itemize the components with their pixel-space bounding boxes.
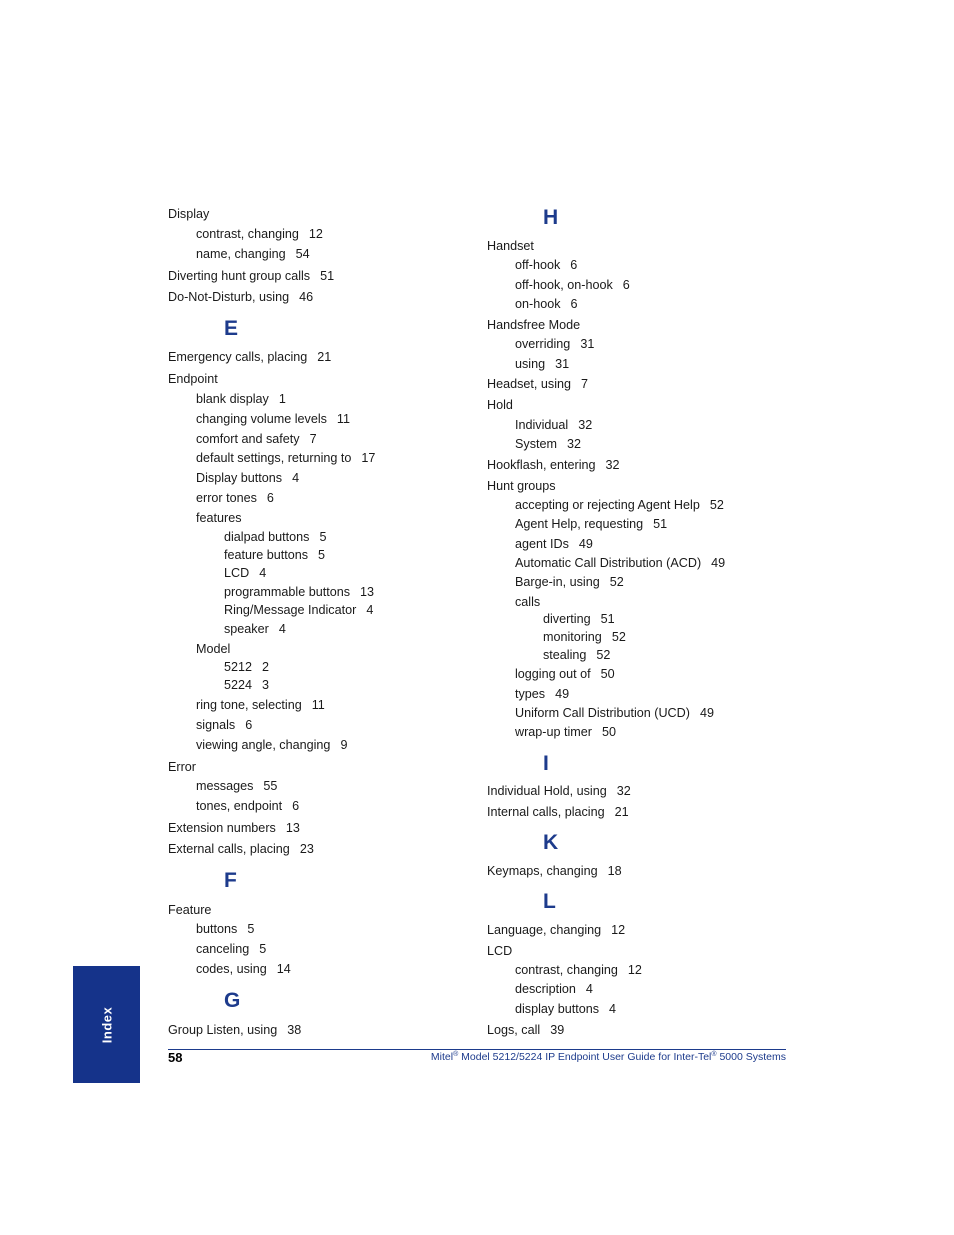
- index-subentry: System 32: [515, 437, 582, 451]
- footer-title: Mitel® Model 5212/5224 IP Endpoint User Guide for Inter-Tel® 5000 Systems: [430, 1051, 786, 1063]
- section-letter-l: L: [543, 890, 556, 913]
- index-entry: Handset: [487, 239, 534, 253]
- index-subentry: wrap-up timer 50: [515, 725, 616, 739]
- index-subsubentry: diverting 51: [543, 612, 615, 626]
- index-subentry: off-hook 6: [515, 258, 578, 272]
- index-subentry: on-hook 6: [515, 297, 578, 311]
- page-number: 58: [168, 1050, 183, 1065]
- index-subentry: Uniform Call Distribution (UCD) 49: [515, 706, 714, 720]
- index-entry: External calls, placing 23: [168, 842, 314, 856]
- index-subentry: calls: [515, 595, 541, 609]
- section-letter-h: H: [543, 206, 559, 229]
- index-subsubentry: 5212 2: [224, 660, 270, 674]
- index-entry: Endpoint: [168, 372, 218, 386]
- index-entry: Keymaps, changing 18: [487, 864, 622, 878]
- index-subentry: accepting or rejecting Agent Help 52: [515, 498, 724, 512]
- index-subentry: default settings, returning to 17: [196, 451, 376, 465]
- index-entry: Headset, using 7: [487, 377, 589, 391]
- index-subentry: overriding 31: [515, 337, 595, 351]
- index-subentry: comfort and safety 7: [196, 432, 317, 446]
- index-subsubentry: LCD 4: [224, 566, 267, 580]
- index-subentry: display buttons 4: [515, 1002, 617, 1016]
- index-entry: Display: [168, 207, 210, 221]
- index-subentry: features: [196, 511, 242, 525]
- index-subsubentry: 5224 3: [224, 678, 270, 692]
- index-subentry: canceling 5: [196, 942, 267, 956]
- index-entry: Do-Not-Disturb, using 46: [168, 290, 314, 304]
- index-subentry: Barge-in, using 52: [515, 575, 624, 589]
- index-subentry: blank display 1: [196, 392, 286, 406]
- index-subentry: name, changing 54: [196, 247, 310, 261]
- index-subentry: tones, endpoint 6: [196, 799, 300, 813]
- index-subsubentry: speaker 4: [224, 622, 286, 636]
- index-entry: Extension numbers 13: [168, 821, 300, 835]
- index-subentry: using 31: [515, 357, 570, 371]
- index-subsubentry: Ring/Message Indicator 4: [224, 603, 374, 617]
- index-subentry: contrast, changing 12: [515, 963, 642, 977]
- index-subentry: types 49: [515, 687, 570, 701]
- index-subentry: codes, using 14: [196, 962, 291, 976]
- index-subentry: error tones 6: [196, 491, 274, 505]
- index-entry: Error: [168, 760, 196, 774]
- index-entry: Hold: [487, 398, 513, 412]
- index-subentry: off-hook, on-hook 6: [515, 278, 630, 292]
- index-tab-label: Index: [99, 1006, 114, 1043]
- index-entry: Hunt groups: [487, 479, 556, 493]
- index-subentry: description 4: [515, 982, 593, 996]
- index-subentry: messages 55: [196, 779, 278, 793]
- index-subsubentry: programmable buttons 13: [224, 585, 375, 599]
- section-letter-e: E: [224, 317, 239, 340]
- index-entry: Individual Hold, using 32: [487, 784, 631, 798]
- index-entry: LCD: [487, 944, 513, 958]
- section-letter-g: G: [224, 989, 241, 1012]
- index-subsubentry: feature buttons 5: [224, 548, 326, 562]
- section-letter-f: F: [224, 869, 237, 892]
- index-subentry: Model: [196, 642, 231, 656]
- section-letter-k: K: [543, 831, 559, 854]
- index-entry: Hookflash, entering 32: [487, 458, 620, 472]
- index-subentry: signals 6: [196, 718, 253, 732]
- index-subsubentry: dialpad buttons 5: [224, 530, 327, 544]
- index-side-tab: [73, 966, 140, 1083]
- index-subentry: agent IDs 49: [515, 537, 593, 551]
- index-entry: Language, changing 12: [487, 923, 626, 937]
- index-entry: Internal calls, placing 21: [487, 805, 629, 819]
- index-entry: Group Listen, using 38: [168, 1023, 302, 1037]
- section-letter-i: I: [543, 752, 549, 775]
- index-subentry: Display buttons 4: [196, 471, 300, 485]
- index-subentry: Automatic Call Distribution (ACD) 49: [515, 556, 726, 570]
- index-subentry: buttons 5: [196, 922, 255, 936]
- index-entry: Feature: [168, 903, 212, 917]
- index-subentry: viewing angle, changing 9: [196, 738, 348, 752]
- index-subentry: logging out of 50: [515, 667, 615, 681]
- index-entry: Diverting hunt group calls 51: [168, 269, 335, 283]
- index-subentry: contrast, changing 12: [196, 227, 323, 241]
- index-entry: Handsfree Mode: [487, 318, 581, 332]
- footer-rule: [168, 1049, 786, 1050]
- index-entry: Logs, call 39: [487, 1023, 565, 1037]
- index-subsubentry: monitoring 52: [543, 630, 626, 644]
- index-entry: Emergency calls, placing 21: [168, 350, 332, 364]
- index-subentry: Agent Help, requesting 51: [515, 517, 668, 531]
- index-subentry: ring tone, selecting 11: [196, 698, 325, 712]
- index-subentry: changing volume levels 11: [196, 412, 350, 426]
- index-subsubentry: stealing 52: [543, 648, 611, 662]
- index-subentry: Individual 32: [515, 418, 593, 432]
